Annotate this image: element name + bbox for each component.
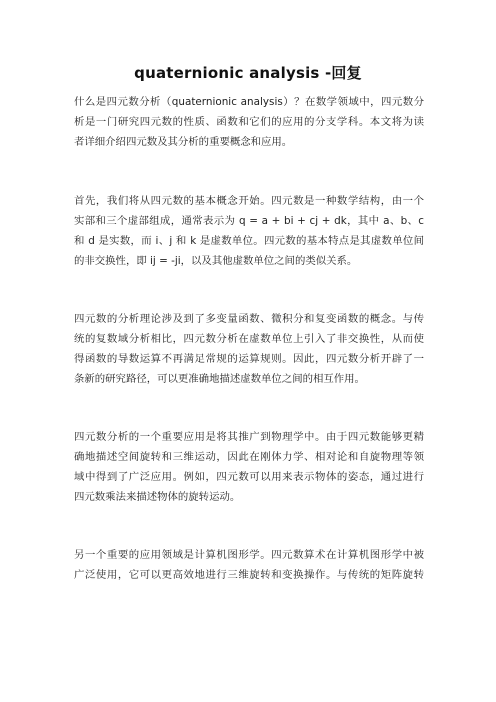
paragraph-line: 得函数的导数运算不再满足常规的运算规则。因此，四元数分析开辟了一 [74, 353, 424, 365]
paragraph-analysis-theory [74, 309, 424, 389]
paragraph-line: 实部和三个虚部组成，通常表示为 q = a + bi + cj + dk，其中 a、b、c [74, 215, 424, 227]
paragraph-line: 什么是四元数分析（quaternionic analysis）？在数学领域中，四元数分 [74, 96, 424, 108]
paragraph-line: 和 d 是实数，而 i、j 和 k 是虚数单位。四元数的基本特点是其虚数单位间 [74, 235, 424, 247]
paragraph-line: 析是一门研究四元数的性质、函数和它们的应用的分支学科。本文将为读 [74, 116, 424, 128]
paragraph-physics-application [74, 427, 424, 507]
paragraph-line: 的非交换性，即 ij = -ji，以及其他虚数单位之间的类似关系。 [74, 255, 358, 267]
paragraph-line: 者详细介绍四元数及其分析的重要概念和应用。 [74, 136, 293, 148]
paragraph-intro [74, 92, 424, 152]
paragraph-line: 广泛使用，它可以更高效地进行三维旋转和变换操作。与传统的矩阵旋转 [74, 569, 424, 581]
paragraph-line: 首先，我们将从四元数的基本概念开始。四元数是一种数学结构，由一个 [74, 195, 424, 207]
paragraph-line: 统的复数域分析相比，四元数分析在虚数单位上引入了非交换性，从而使 [74, 333, 424, 345]
paragraph-line: 四元数的分析理论涉及到了多变量函数、微积分和复变函数的概念。与传 [74, 313, 424, 325]
paragraph-graphics-application [74, 545, 424, 585]
paragraph-line: 四元数分析的一个重要应用是将其推广到物理学中。由于四元数能够更精 [74, 431, 424, 443]
paragraph-line: 确地描述空间旋转和三维运动，因此在刚体力学、相对论和自旋物理等领 [74, 451, 424, 463]
paragraph-basic-concepts [74, 191, 424, 271]
paragraph-line: 域中得到了广泛应用。例如，四元数可以用来表示物体的姿态，通过进行 [74, 471, 424, 483]
document-title: quaternionic analysis -回复 [134, 64, 362, 82]
paragraph-line: 条新的研究路径，可以更准确地描述虚数单位之间的相互作用。 [74, 373, 365, 385]
paragraph-line: 另一个重要的应用领域是计算机图形学。四元数算术在计算机图形学中被 [74, 549, 424, 561]
paragraph-line: 四元数乘法来描述物体的旋转运动。 [74, 491, 241, 503]
